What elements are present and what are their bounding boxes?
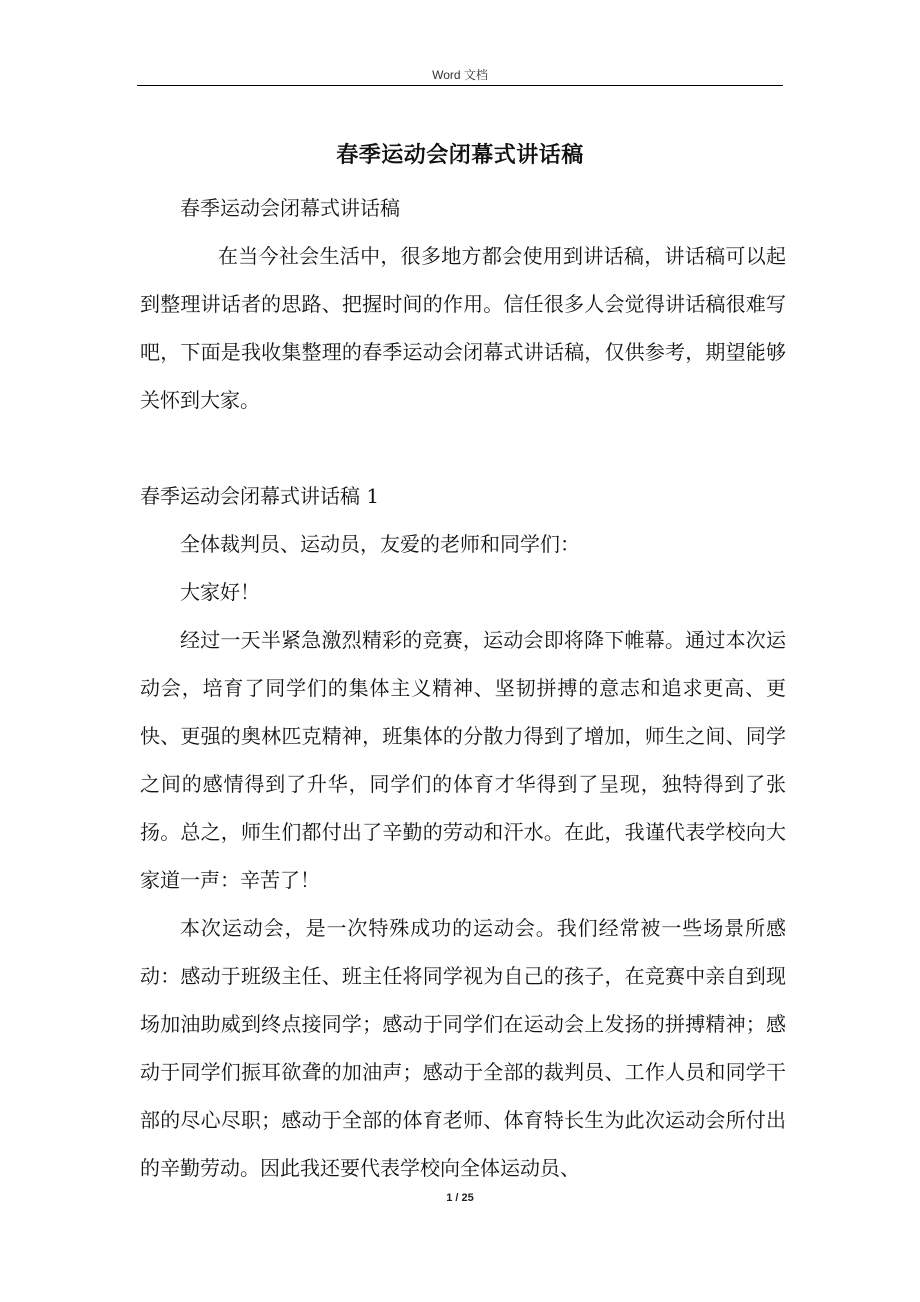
body-paragraph-1: 经过一天半紧急激烈精彩的竞赛，运动会即将降下帷幕。通过本次运动会，培育了同学们的集体主义精神、坚韧拼搏的意志和追求更高、更快、更强的奥林匹克精神，班集体的分散力得到了增加，师生之间、同学之间的感情得到了升华，同学们的体育才华得到了呈现，独特得到了张扬。总之，师生们都付出了辛勤的劳动和汗水。在此，我谨代表学校向大家道一声：辛苦了！ [140, 628, 786, 892]
document-body-intro [140, 184, 786, 424]
document-subtitle: 春季运动会闭幕式讲话稿 [180, 196, 400, 220]
intro-paragraph: 在当今社会生活中，很多地方都会使用到讲话稿，讲话稿可以起到整理讲话者的思路、把握时间的作用。信任很多人会觉得讲话稿很难写吧，下面是我收集整理的春季运动会闭幕式讲话稿，仅供参考，期望能够关怀到大家。 [140, 244, 786, 412]
page-number: 1 / 25 [446, 1192, 474, 1204]
section-heading: 春季运动会闭幕式讲话稿 1 [140, 484, 380, 508]
header-divider [137, 85, 783, 86]
salutation-paragraph: 全体裁判员、运动员，友爱的老师和同学们： [180, 532, 580, 556]
page-header [0, 66, 920, 83]
document-body-section-1 [140, 472, 786, 1192]
body-paragraph-2: 本次运动会，是一次特殊成功的运动会。我们经常被一些场景所感动：感动于班级主任、班主任将同学视为自己的孩子，在竞赛中亲自到现场加油助威到终点接同学；感动于同学们在运动会上发扬的拼搏精神；感动于同学们振耳欲聋的加油声；感动于全部的裁判员、工作人员和同学干部的尽心尽职；感动于全部的体育老师、体育特长生为此次运动会所付出的辛勤劳动。因此我还要代表学校向全体运动员、 [140, 916, 786, 1180]
greeting-paragraph: 大家好！ [180, 580, 260, 604]
document-title: 春季运动会闭幕式讲话稿 [336, 142, 584, 168]
header-label: Word 文档 [432, 68, 488, 82]
